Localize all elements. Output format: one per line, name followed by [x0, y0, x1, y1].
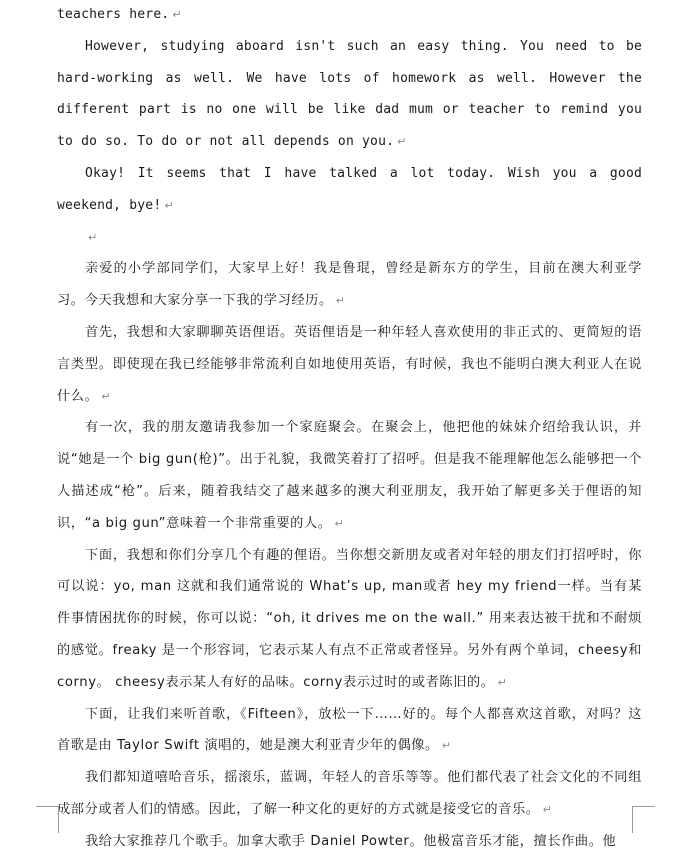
paragraph-mark-icon: ↵ [397, 135, 407, 149]
page-margin-corner-marker [36, 806, 59, 833]
paragraph-mark-icon: ↵ [497, 675, 508, 689]
paragraph-7: 有一次，我的朋友邀请我参加一个家庭聚会。在聚会上，他把他的妹妹介绍给我认识，并说“她是一个 big gun(枪)”。出于礼貌，我微笑着打了招呼。但是我不能理解他怎么能够把一个人描述成“枪”。后来，随着我结交了越来越多的澳大利亚朋友，我开始了解更多关于俚语的知识，“a big gun”意味着一个非常重要的人。 ↵ [57, 420, 642, 531]
paragraph-1: teachers here. ↵ [57, 7, 182, 22]
paragraph-2: However, studying aboard isn't such an easy thing. You need to be hard-working as well. We have lots of homework as well. However the different part is no one will be like dad mum or teacher to remind you to do so. To do or not all depends on you. ↵ [57, 38, 642, 150]
paragraph-mark-icon: ↵ [164, 198, 174, 212]
paragraph-mark-icon: ↵ [101, 389, 112, 403]
paragraph-8: 下面，我想和你们分享几个有趣的俚语。当你想交新朋友或者对年轻的朋友们打招呼时，你可以说：yo, man 这就和我们通常说的 What’s up, man或者 hey my friend一样。当有某件事情困扰你的时候，你可以说：“oh, it drives me on the wall.” 用来表达被干扰和不耐烦的感觉。freaky 是一个形容词，它表示某人有点不正常或者怪异。另外有两个单词，cheesy和 corny。 cheesy表示某人有好的品味。corny表示过时的或者陈旧的。 ↵ [57, 547, 642, 690]
paragraph-mark-icon: ↵ [542, 802, 553, 816]
paragraph-mark-icon: ↵ [88, 230, 98, 244]
paragraph-mark-icon: ↵ [335, 294, 346, 308]
paragraph-mark-icon: ↵ [172, 8, 182, 21]
paragraph-mark-icon: ↵ [334, 516, 345, 530]
page-margin-corner-marker [632, 806, 655, 833]
paragraph-10: 我们都知道嘻哈音乐，摇滚乐，蓝调，年轻人的音乐等等。他们都代表了社会文化的不同组成部分或者人们的情感。因此，了解一种文化的更好的方式就是接受它的音乐。 ↵ [57, 770, 642, 817]
document-body [57, 0, 642, 858]
paragraph-3: Okay! It seems that I have talked a lot today. Wish you a good weekend, bye! ↵ [57, 165, 642, 213]
paragraph-empty [57, 222, 642, 254]
paragraph-11: 我给大家推荐几个歌手。加拿大歌手 Daniel Powter。他极富音乐才能，擅长作曲。他 [85, 833, 617, 849]
paragraph-6: 首先，我想和大家聊聊英语俚语。英语俚语是一种年轻人喜欢使用的非正式的、更简短的语言类型。即使现在我已经能够非常流利自如地使用英语，有时候，我也不能明白澳大利亚人在说什么。 ↵ [57, 324, 642, 404]
paragraph-9: 下面，让我们来听首歌，《Fifteen》，放松一下……好的。每个人都喜欢这首歌，对吗？这首歌是由 Taylor Swift 演唱的，她是澳大利亚青少年的偶像。 ↵ [57, 706, 642, 754]
paragraph-mark-icon: ↵ [441, 739, 452, 753]
paragraph-5: 亲爱的小学部同学们，大家早上好！我是鲁琨，曾经是新东方的学生，目前在澳大利亚学习。今天我想和大家分享一下我的学习经历。 ↵ [57, 261, 642, 309]
